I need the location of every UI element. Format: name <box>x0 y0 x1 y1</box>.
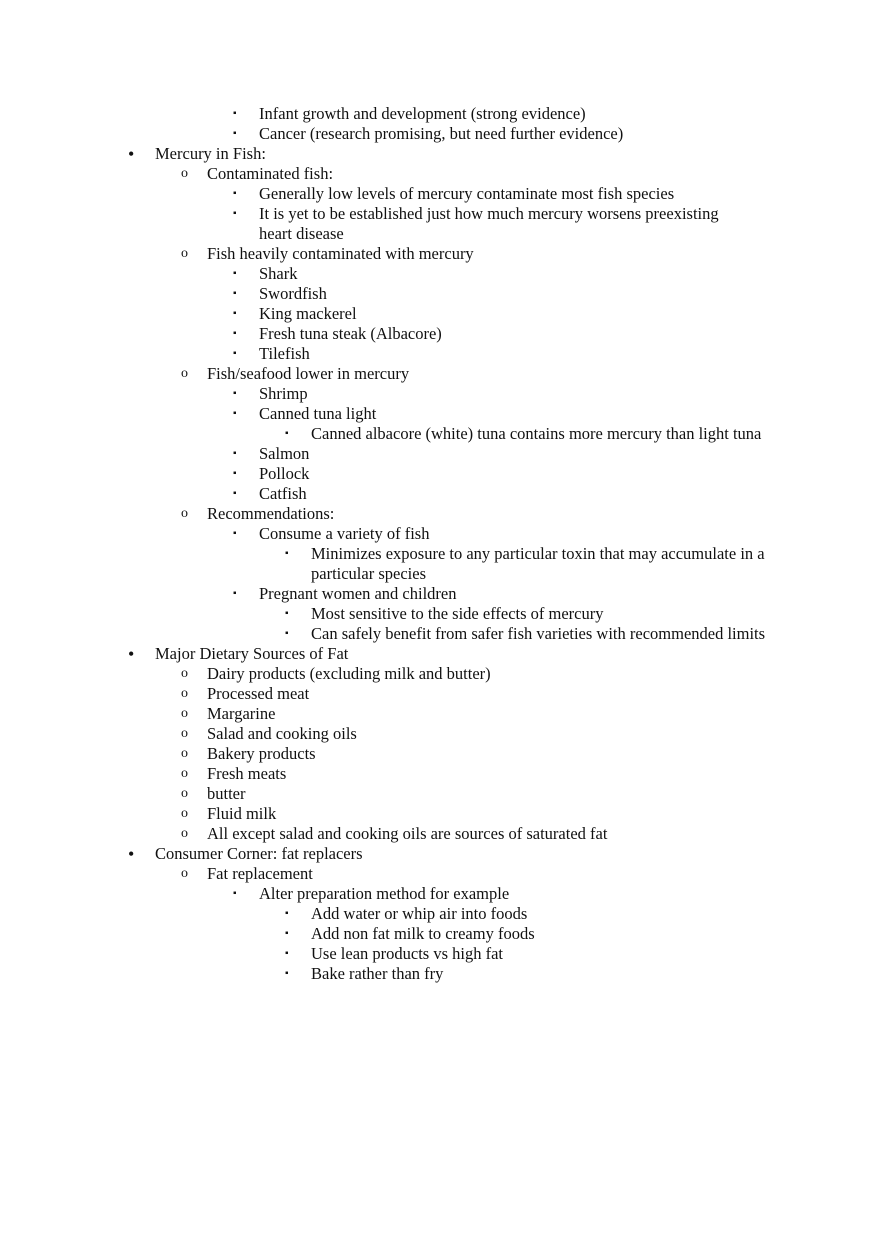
outline-item-level-2 <box>0 864 880 884</box>
outline-item-text: It is yet to be established just how much mercury worsens preexisting heart disease <box>259 204 719 243</box>
bullet-marker: ▪ <box>233 128 237 139</box>
bullet-marker: ▪ <box>233 348 237 359</box>
outline-item-text: Canned albacore (white) tuna contains more mercury than light tuna <box>311 424 762 443</box>
bullet-marker: ▪ <box>233 388 237 399</box>
outline-item-text: Cancer (research promising, but need further evidence) <box>259 124 624 143</box>
bullet-marker: o <box>181 666 188 681</box>
outline-item-level-2 <box>0 164 880 184</box>
bullet-marker: ▪ <box>233 528 237 539</box>
outline-item-text: Can safely benefit from safer fish varieties with recommended limits <box>311 624 766 643</box>
outline-item-text: Margarine <box>207 704 276 723</box>
outline-item-text: Processed meat <box>207 684 310 703</box>
outline-item-text: Bakery products <box>207 744 316 763</box>
outline-item-text: Pregnant women and children <box>259 584 457 603</box>
outline-item-level-3 <box>0 184 880 204</box>
outline-item-level-3 <box>0 884 880 904</box>
outline-item-level-3 <box>0 344 880 364</box>
bullet-marker: ▪ <box>285 968 289 979</box>
outline-item-level-2 <box>0 364 880 384</box>
bullet-marker: o <box>181 806 188 821</box>
bullet-marker: ▪ <box>285 928 289 939</box>
outline-item-text: Dairy products (excluding milk and butter) <box>207 664 491 683</box>
outline-item-text: Canned tuna light <box>259 404 377 423</box>
bullet-marker: o <box>181 506 188 521</box>
outline-item-text: Contaminated fish: <box>207 164 334 183</box>
outline-item-text: Fat replacement <box>207 864 313 883</box>
outline-item-level-2 <box>0 744 880 764</box>
outline-item-level-2 <box>0 504 880 524</box>
bullet-marker: o <box>181 826 188 841</box>
outline-item-text: Tilefish <box>259 344 310 363</box>
outline-item-text: Infant growth and development (strong evidence) <box>259 104 586 123</box>
outline-item-text: butter <box>207 784 246 803</box>
bullet-marker: o <box>181 746 188 761</box>
outline-item-level-3 <box>0 284 880 304</box>
outline-item-level-2 <box>0 684 880 704</box>
bullet-marker: o <box>181 706 188 721</box>
bullet-marker: ▪ <box>233 188 237 199</box>
outline-item-level-4 <box>0 544 880 584</box>
bullet-marker: o <box>181 766 188 781</box>
outline-item-level-2 <box>0 824 880 844</box>
outline-item-level-2 <box>0 764 880 784</box>
outline-item-text: Shark <box>259 264 298 283</box>
outline-item-level-3 <box>0 204 880 244</box>
outline-item-level-4 <box>0 964 880 984</box>
outline-item-text: Major Dietary Sources of Fat <box>155 644 349 663</box>
outline-list <box>0 104 880 984</box>
bullet-marker: ▪ <box>233 468 237 479</box>
outline-item-level-3 <box>0 324 880 344</box>
bullet-marker: ▪ <box>285 908 289 919</box>
outline-item-level-3 <box>0 264 880 284</box>
outline-item-text: Salmon <box>259 444 310 463</box>
outline-item-text: Pollock <box>259 464 310 483</box>
outline-item-level-3 <box>0 524 880 544</box>
outline-item-level-2 <box>0 724 880 744</box>
outline-item-text: Fluid milk <box>207 804 277 823</box>
bullet-marker: o <box>181 866 188 881</box>
outline-item-level-4 <box>0 624 880 644</box>
outline-item-text: Shrimp <box>259 384 308 403</box>
outline-item-text: Use lean products vs high fat <box>311 944 503 963</box>
outline-item-level-1 <box>0 144 880 164</box>
outline-item-text: Fresh meats <box>207 764 287 783</box>
bullet-marker: o <box>181 166 188 181</box>
outline-item-level-4 <box>0 924 880 944</box>
outline-item-text: Mercury in Fish: <box>155 144 266 163</box>
outline-item-text: Recommendations: <box>207 504 335 523</box>
bullet-marker: o <box>181 366 188 381</box>
outline-item-level-3 <box>0 304 880 324</box>
bullet-marker: o <box>181 786 188 801</box>
outline-item-text: Add water or whip air into foods <box>311 904 528 923</box>
outline-item-level-4 <box>0 604 880 624</box>
bullet-marker: ▪ <box>233 448 237 459</box>
outline-item-text: Fish/seafood lower in mercury <box>207 364 410 383</box>
bullet-marker: ▪ <box>233 288 237 299</box>
outline-item-text: Swordfish <box>259 284 327 303</box>
outline-item-text: Catfish <box>259 484 307 503</box>
outline-item-level-2 <box>0 804 880 824</box>
bullet-marker: ▪ <box>233 268 237 279</box>
outline-item-level-2 <box>0 244 880 264</box>
bullet-marker: ▪ <box>233 108 237 119</box>
outline-item-level-3 <box>0 384 880 404</box>
outline-item-text: Minimizes exposure to any particular toxin that may accumulate in a particular species <box>311 544 765 583</box>
bullet-marker: ▪ <box>233 408 237 419</box>
outline-item-level-2 <box>0 664 880 684</box>
outline-item-level-4 <box>0 424 880 444</box>
outline-item-text: Most sensitive to the side effects of mercury <box>311 604 604 623</box>
outline-item-text: Consume a variety of fish <box>259 524 430 543</box>
outline-item-text: Bake rather than fry <box>311 964 444 983</box>
bullet-marker: o <box>181 726 188 741</box>
outline-item-level-1 <box>0 844 880 864</box>
outline-item-text: All except salad and cooking oils are sources of saturated fat <box>207 824 608 843</box>
bullet-marker: ▪ <box>285 548 289 559</box>
bullet-marker: ▪ <box>233 328 237 339</box>
outline-item-text: Alter preparation method for example <box>259 884 510 903</box>
outline-item-level-2 <box>0 704 880 724</box>
outline-item-text: Add non fat milk to creamy foods <box>311 924 535 943</box>
bullet-marker: • <box>128 144 135 164</box>
outline-item-level-4 <box>0 904 880 924</box>
bullet-marker: ▪ <box>233 588 237 599</box>
outline-item-text: Fresh tuna steak (Albacore) <box>259 324 442 343</box>
bullet-marker: o <box>181 686 188 701</box>
outline-item-level-3 <box>0 404 880 424</box>
outline-item-level-3 <box>0 104 880 124</box>
bullet-marker: ▪ <box>233 488 237 499</box>
outline-item-level-3 <box>0 484 880 504</box>
bullet-marker: o <box>181 246 188 261</box>
outline-item-level-3 <box>0 444 880 464</box>
outline-item-level-3 <box>0 464 880 484</box>
bullet-marker: • <box>128 644 135 664</box>
outline-item-text: King mackerel <box>259 304 357 323</box>
outline-item-text: Generally low levels of mercury contaminate most fish species <box>259 184 675 203</box>
bullet-marker: ▪ <box>285 428 289 439</box>
outline-item-text: Consumer Corner: fat replacers <box>155 844 363 863</box>
bullet-marker: ▪ <box>233 308 237 319</box>
outline-item-text: Salad and cooking oils <box>207 724 357 743</box>
bullet-marker: • <box>128 844 135 864</box>
bullet-marker: ▪ <box>233 208 237 219</box>
bullet-marker: ▪ <box>285 628 289 639</box>
outline-item-level-3 <box>0 584 880 604</box>
outline-item-level-3 <box>0 124 880 144</box>
outline-item-level-4 <box>0 944 880 964</box>
bullet-marker: ▪ <box>285 608 289 619</box>
outline-item-level-1 <box>0 644 880 664</box>
outline-item-level-2 <box>0 784 880 804</box>
outline-item-text: Fish heavily contaminated with mercury <box>207 244 474 263</box>
bullet-marker: ▪ <box>285 948 289 959</box>
bullet-marker: ▪ <box>233 888 237 899</box>
